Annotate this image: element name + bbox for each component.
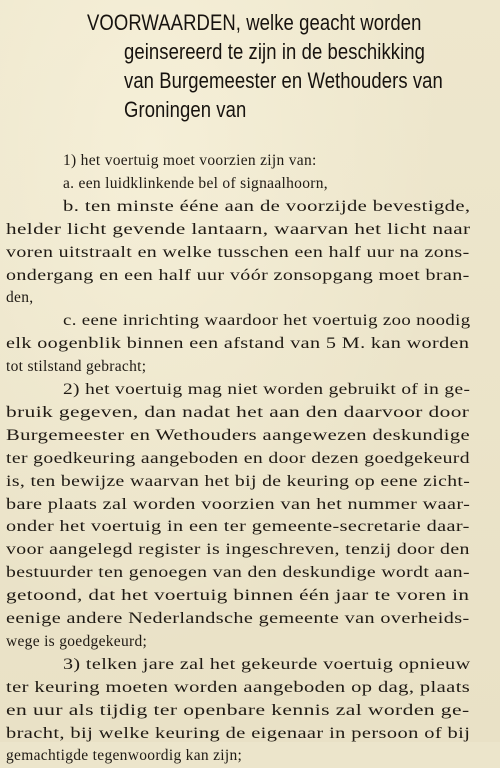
text-line: b. ten minste ééne aan de voorzijde bevestigde,: [63, 197, 471, 215]
text-line: is, ten bewijze waarvan het bij de keuring op eene zicht-: [6, 472, 471, 490]
text-line: 1) het voertuig moet voorzien zijn van:: [63, 152, 317, 169]
text-line: bestuurder ten genoegen van den deskundige wordt aan-: [6, 564, 470, 582]
title-line: VOORWAARDEN, welke geacht worden: [87, 10, 422, 35]
text-line: eenige andere Nederlandsche gemeente van overheids-: [6, 610, 470, 627]
text-line: onder het voertuig in een ter gemeente-secretarie daar-: [6, 518, 470, 536]
text-line: 3) telken jare zal het gekeurde voertuig opnieuw: [63, 655, 471, 673]
text-line: Burgemeester en Wethouders aangewezen deskundige: [6, 426, 471, 444]
text-line: wege is goedgekeurd;: [6, 632, 148, 650]
text-line: a. een luidklinkende bel of signaalhoorn,: [63, 174, 328, 192]
title-line: Groningen van: [124, 97, 247, 122]
title-line: van Burgemeester en Wethouders van: [124, 68, 443, 93]
title-line: geinsereerd te zijn in de beschikking: [124, 39, 426, 64]
text-line: tot stilstand gebracht;: [6, 358, 147, 376]
text-line: ter keuring moeten worden aangeboden op dag, plaats: [6, 678, 471, 696]
text-line: c. eene inrichting waardoor het voertuig zoo noodig: [63, 312, 471, 330]
text-line: getoond, dat het voertuig binnen één jaar te voren in: [6, 587, 470, 605]
text-line: gemachtigde tegenwoordig kan zijn;: [6, 747, 243, 765]
text-line: 2) het voertuig mag niet worden gebruikt of in ge-: [63, 381, 471, 398]
text-line: voor aangelegd register is ingeschreven, tenzij door den: [6, 541, 470, 559]
text-line: ondergang en een half uur vóór zonsopgang moet bran-: [6, 266, 470, 284]
text-line: helder licht gevende lantaarn, waarvan het licht naar: [6, 220, 471, 238]
text-line: den,: [6, 289, 34, 307]
text-line: elk oogenblik binnen een afstand van 5 M. kan worden: [6, 335, 470, 353]
text-line: bare plaats zal worden voorzien van het nummer waar-: [6, 495, 471, 513]
text-line: bracht, bij welke keuring de eigenaar in persoon of bij: [6, 724, 471, 742]
text-line: ter goedkeuring aangeboden en door dezen goedgekeurd: [6, 449, 470, 467]
text-line: en uur als tijdig ter openbare kennis zal worden ge-: [6, 701, 470, 719]
text-line: voren uitstraalt en welke tusschen een half uur na zons-: [6, 243, 470, 261]
text-line: bruik gegeven, dan nadat het aan den daarvoor door: [6, 403, 470, 421]
